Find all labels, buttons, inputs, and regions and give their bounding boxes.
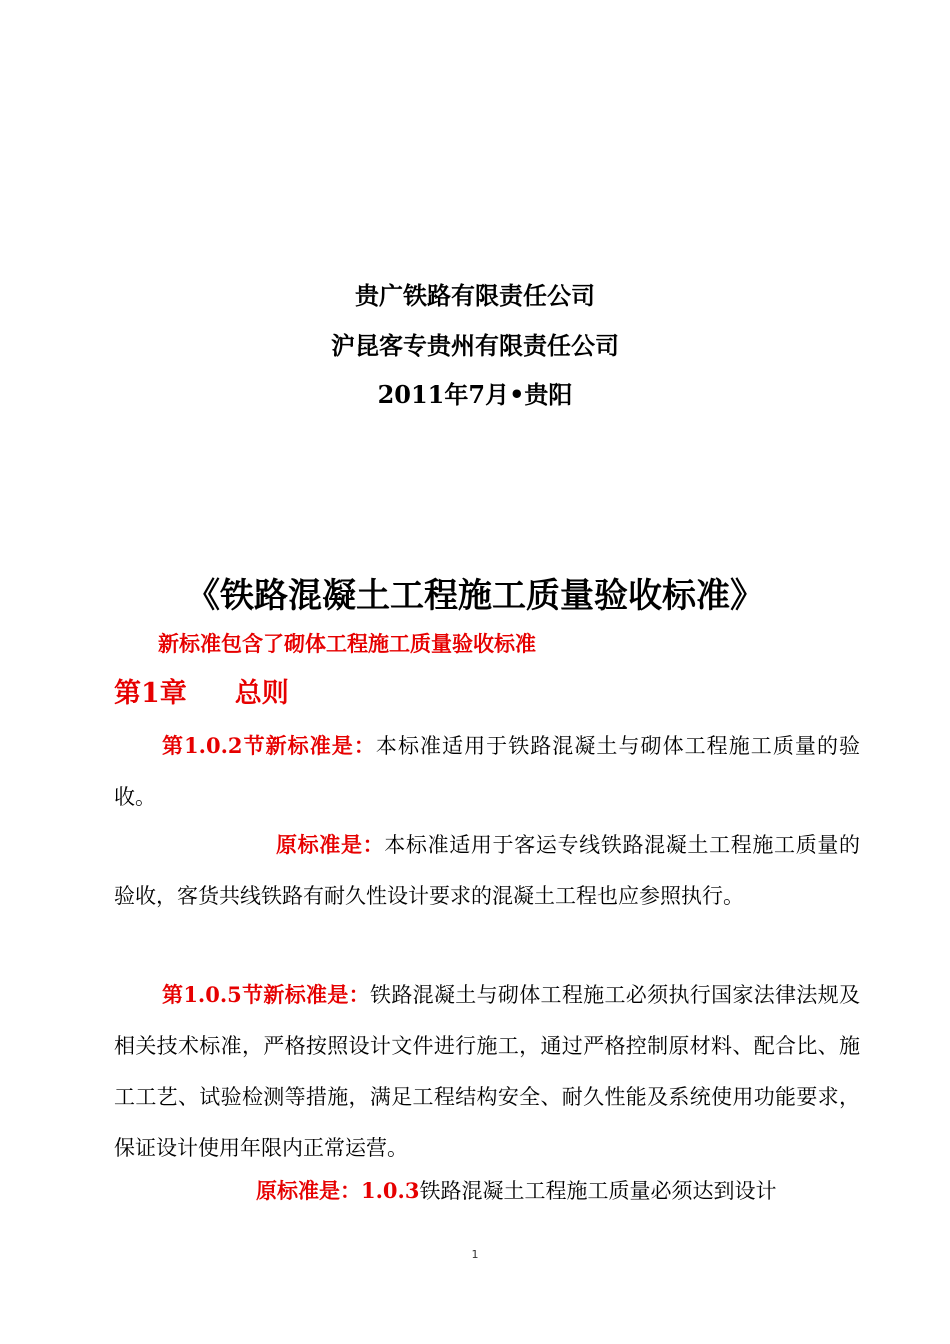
- clause-text: 本标准适用于铁路混凝土与砌体工程施工质量的验收。: [114, 734, 860, 809]
- clause-1-0-2-original: [114, 819, 860, 922]
- chapter-name: 总则: [234, 678, 289, 709]
- chapter-heading: [114, 676, 289, 712]
- document-title: 《铁路混凝土工程施工质量验收标准》: [186, 576, 764, 616]
- document-subtitle: 新标准包含了砌体工程施工质量验收标准: [158, 631, 536, 656]
- clause-1-0-3-original: [114, 1165, 860, 1217]
- clause-text: 铁路混凝土与砌体工程施工必须执行国家法律法规及相关技术标准，严格按照设计文件进行施工，通过严格控制原材料、配合比、施工工艺、试验检测等措施，满足工程结构安全、耐久性能及系统使用功能要求，保证设计使用年限内正常运营。: [114, 983, 860, 1160]
- clause-text: 铁路混凝土工程施工质量必须达到设计: [419, 1179, 777, 1203]
- clause-label: 第1.0.2节新标准是：: [162, 733, 376, 758]
- clause-1-0-5-new: [114, 969, 860, 1174]
- clause-label: 原标准是：1.0.3: [256, 1178, 420, 1203]
- company-name-2: 沪昆客专贵州有限责任公司: [331, 331, 619, 360]
- page-number: 1: [471, 1248, 479, 1261]
- date-place: 2011年7月•贵阳: [377, 380, 573, 409]
- clause-label: 原标准是：: [276, 832, 385, 857]
- clause-label: 第1.0.5节新标准是：: [162, 982, 370, 1007]
- clause-1-0-2-new: [114, 720, 860, 823]
- chapter-number: 第1章: [114, 678, 187, 709]
- company-name-1: 贵广铁路有限责任公司: [355, 281, 595, 310]
- clause-text: 本标准适用于客运专线铁路混凝土工程施工质量的验收，客货共线铁路有耐久性设计要求的混凝土工程也应参照执行。: [114, 833, 861, 908]
